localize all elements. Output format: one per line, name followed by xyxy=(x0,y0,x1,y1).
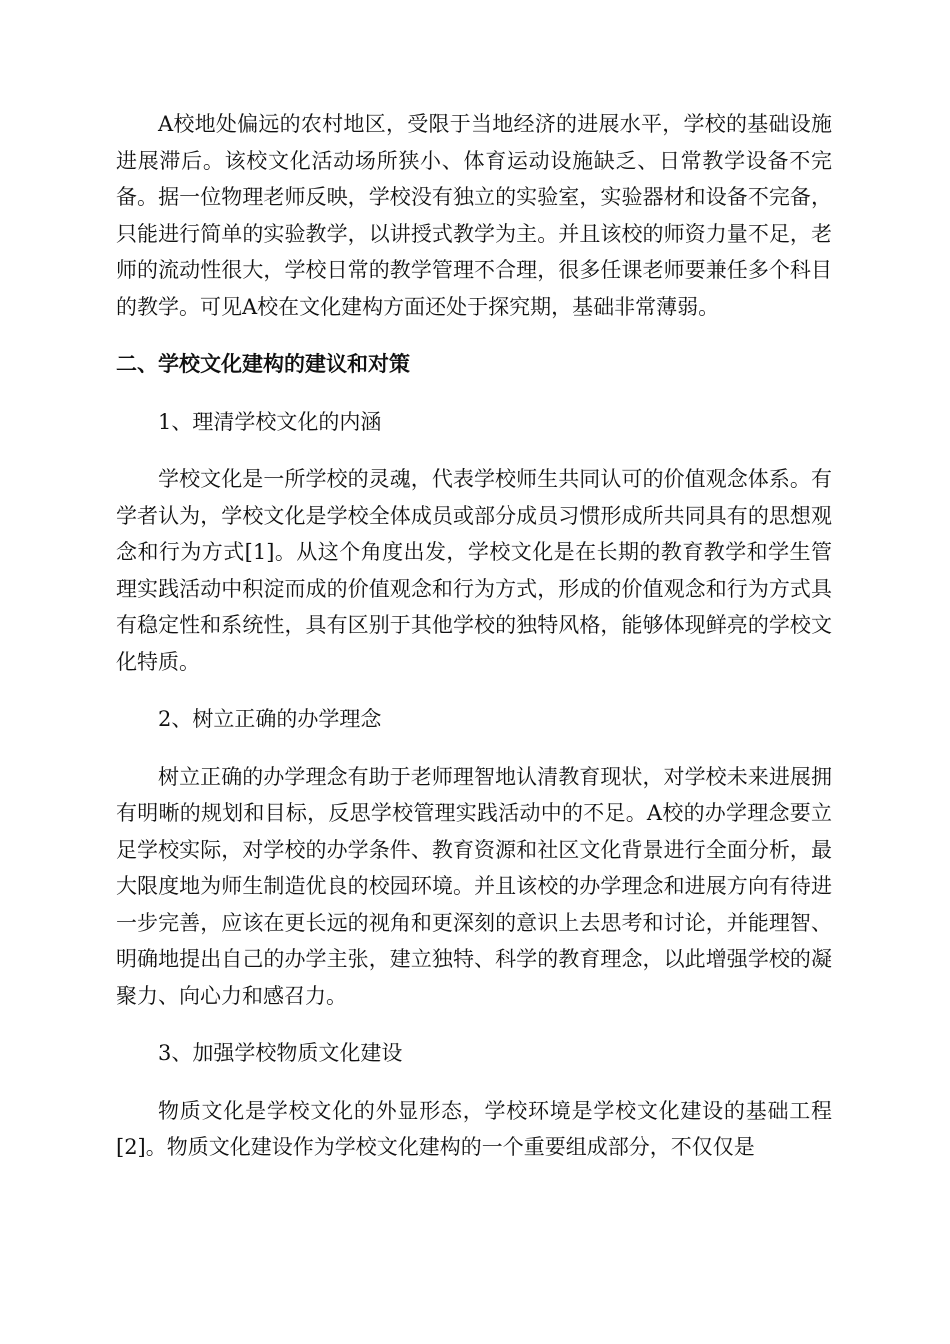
subheading-1: 1、理清学校文化的内涵 xyxy=(158,409,382,434)
subheading-3: 3、加强学校物质文化建设 xyxy=(158,1041,403,1065)
subheading-2: 2、树立正确的办学理念 xyxy=(158,707,382,731)
paragraph-school-culture: 学校文化是一所学校的灵魂，代表学校师生共同认可的价值观念体系。有学者认为，学校文化是学校全体成员或部分成员习惯形成所共同具有的思想观念和行为方式[1]。从这个角度出发，学校文化是在长期的教育教学和学生管理实践活动中积淀而成的价值观念和行为方式，形成的价值观念和行为方式具有稳定性和系统性，具有区别于其他学校的独特风格，能够体现鲜亮的学校文化特质。 xyxy=(116,467,832,674)
paragraph-school-conditions: A校地处偏远的农村地区，受限于当地经济的进展水平，学校的基础设施进展滞后。该校文化活动场所狭小、体育运动设施缺乏、日常教学设备不完备。据一位物理老师反映，学校没有独立的实验室，实验器材和设备不完备，只能进行简单的实验教学，以讲授式教学为主。并且该校的师资力量不足，老师的流动性很大，学校日常的教学管理不合理，很多任课老师要兼任多个科目的教学。可见A校在文化建构方面还处于探究期，基础非常薄弱。 xyxy=(116,112,832,319)
section-heading: 二、学校文化建构的建议和对策 xyxy=(116,352,410,376)
paragraph-educational-philosophy: 树立正确的办学理念有助于老师理智地认清教育现状，对学校未来进展拥有明晰的规划和目标，反思学校管理实践活动中的不足。A校的办学理念要立足学校实际，对学校的办学条件、教育资源和社区文化背景进行全面分析，最大限度地为师生制造优良的校园环境。并且该校的办学理念和进展方向有待进一步完善，应该在更长远的视角和更深刻的意识上去思考和讨论，并能理智、明确地提出自己的办学主张，建立独特、科学的教育理念，以此增强学校的凝聚力、向心力和感召力。 xyxy=(116,764,832,1008)
document-page xyxy=(116,106,832,1166)
paragraph-material-culture: 物质文化是学校文化的外显形态，学校环境是学校文化建设的基础工程[2]。物质文化建设作为学校文化建构的一个重要组成部分，不仅仅是 xyxy=(116,1098,832,1159)
